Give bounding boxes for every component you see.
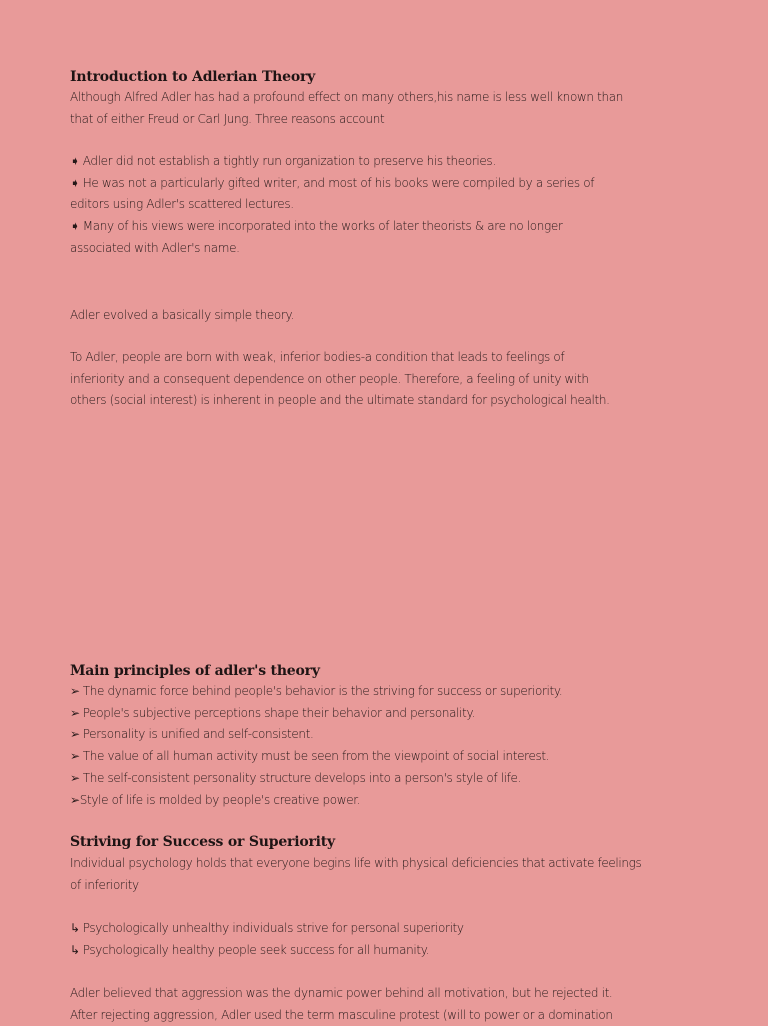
arrow-bullet-icon: ➧ <box>70 154 80 168</box>
striving-list <box>70 918 710 961</box>
principle-text: People's subjective perceptions shape their behavior and personality. <box>82 705 475 720</box>
striving-item-text: Psychologically unhealthy individuals strive for personal superiority <box>82 921 464 935</box>
principles-heading: Main principles of adler's theory <box>70 663 320 679</box>
intro-bullet-item <box>70 216 710 238</box>
principle-text: The value of all human activity must be seen from the viewpoint of social interest. <box>82 749 550 764</box>
intro-bullet-text: Adler did not establish a tightly run organization to preserve his theories. <box>82 154 496 168</box>
arrow-bullet-icon: ➧ <box>70 175 80 190</box>
principles-list <box>70 681 710 811</box>
striving-heading: Striving for Success or Superiority <box>70 834 335 850</box>
arrowhead-bullet-icon: ➢ <box>70 770 80 785</box>
striving-item <box>70 918 710 940</box>
striving-paragraph-line: of inferiority <box>70 877 139 892</box>
intro-bullet-text: Many of his views were incorporated into the works of later theorists & are no longer <box>82 219 563 234</box>
people-paragraph-line: inferiority and a consequent dependence on other people. Therefore, a feeling of unity with <box>70 371 589 386</box>
principle-text: Personality is unified and self-consistent. <box>82 727 314 742</box>
arrowhead-bullet-icon: ➢ <box>70 705 80 720</box>
aggression-paragraph <box>70 983 710 1026</box>
intro-bullet-text: He was not a particularly gifted writer, and most of his books were compiled by a series of <box>82 175 595 190</box>
aggression-paragraph-line: After rejecting aggression, Adler used the term masculine protest (will to power or a domination <box>70 1007 613 1022</box>
turn-arrow-icon: ↳ <box>70 942 80 957</box>
intro-paragraph-line: that of either Freud or Carl Jung. Three reasons account <box>70 111 385 126</box>
simple-theory-line: Adler evolved a basically simple theory. <box>70 308 295 322</box>
striving-item-text: Psychologically healthy people seek success for all humanity. <box>82 942 430 957</box>
principle-text: The dynamic force behind people's behavior is the striving for success or superiority. <box>82 684 563 698</box>
arrowhead-bullet-icon: ➢ <box>70 727 80 742</box>
intro-paragraph-line: Although Alfred Adler has had a profound effect on many others,his name is less well known than <box>70 90 623 104</box>
intro-bullet-item <box>70 151 710 173</box>
intro-bullet-continuation: editors using Adler's scattered lectures. <box>70 197 294 212</box>
people-paragraph-line: others (social interest) is inherent in people and the ultimate standard for psychological health. <box>70 393 610 408</box>
people-paragraph <box>70 347 710 412</box>
intro-bullet-continuation: associated with Adler's name. <box>70 240 240 255</box>
simple-theory-text <box>70 305 710 327</box>
intro-bullet-list <box>70 151 710 260</box>
intro-paragraph <box>70 87 710 130</box>
arrow-bullet-icon: ➧ <box>70 219 80 234</box>
principle-item <box>70 703 710 725</box>
turn-arrow-icon: ↳ <box>70 921 80 935</box>
people-paragraph-line: To Adler, people are born with weak, inferior bodies-a condition that leads to feelings of <box>70 350 565 364</box>
principle-item <box>70 681 710 703</box>
arrowhead-bullet-icon: ➢ <box>70 749 80 764</box>
arrowhead-bullet-icon: ➢ <box>70 792 80 807</box>
striving-item <box>70 940 710 962</box>
principle-text: The self-consistent personality structure develops into a person's style of life. <box>82 770 522 785</box>
striving-paragraph-line: Individual psychology holds that everyone begins life with physical deficiencies that activate feelings <box>70 856 642 870</box>
principle-text: Style of life is molded by people's creative power. <box>79 792 361 807</box>
principle-item <box>70 746 710 768</box>
principle-item <box>70 768 710 790</box>
document-page <box>70 0 710 1024</box>
principle-item <box>70 790 710 812</box>
aggression-paragraph-line: Adler believed that aggression was the dynamic power behind all motivation, but he rejected it. <box>70 986 613 1000</box>
principle-item <box>70 724 710 746</box>
striving-paragraph <box>70 853 710 896</box>
intro-bullet-item <box>70 173 710 195</box>
arrowhead-bullet-icon: ➢ <box>70 684 80 698</box>
intro-heading: Introduction to Adlerian Theory <box>70 69 316 85</box>
